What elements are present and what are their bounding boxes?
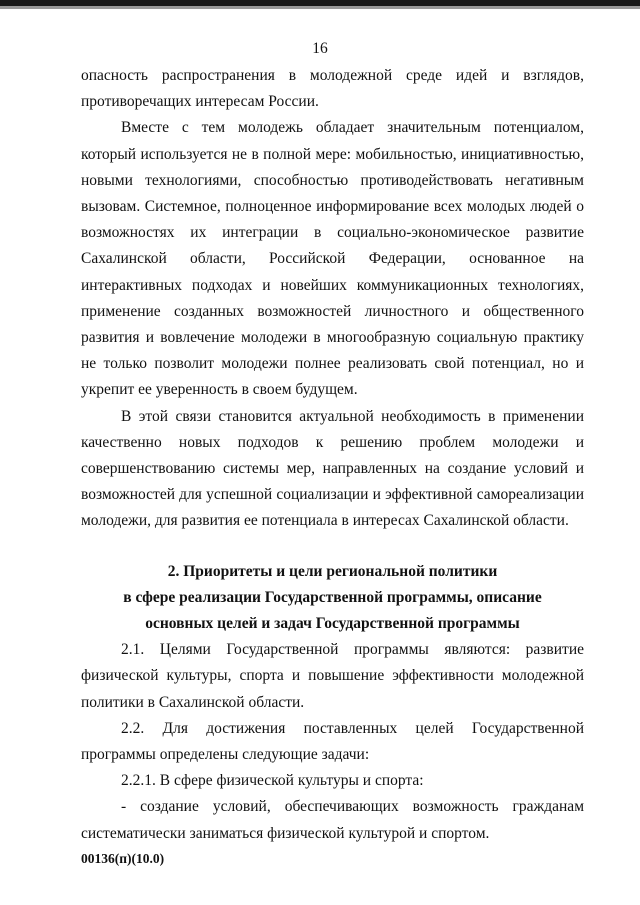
section-heading xyxy=(81,559,584,638)
paragraph-2-1: 2.1. Целями Государственной программы являются: развитие физической культуры, спорта и повышение эффективности молодежной политики в Сахалинской области. xyxy=(81,641,584,711)
section-heading-line-1: 2. Приоритеты и цели региональной политики xyxy=(167,562,498,580)
paragraph-new-approaches: В этой связи становится актуальной необходимость в применении качественно новых подходов к решению проблем молодежи и совершенствованию системы мер, направленных на создание условий и возможностей для успешной социализации и эффективной самореализации молодежи, для развития ее потенциала в интересах Сахалинской области. xyxy=(81,407,584,530)
paragraph-continuation: опасность распространения в молодежной среде идей и взглядов, противоречащих интересам России. xyxy=(81,67,584,111)
paragraph-2-2-1: 2.2.1. В сфере физической культуры и спорта: xyxy=(121,772,424,790)
page-number: 16 xyxy=(312,40,328,57)
section-heading-line-2: в сфере реализации Государственной программы, описание xyxy=(123,588,542,606)
document-body xyxy=(81,63,584,847)
section-heading-line-3: основных целей и задач Государственной программы xyxy=(145,615,520,633)
list-item-task: - создание условий, обеспечивающих возможность гражданам систематически заниматься физической культурой и спортом. xyxy=(81,798,584,842)
paragraph-youth-potential: Вместе с тем молодежь обладает значительным потенциалом, который используется не в полной мере: мобильностью, инициативностью, новыми технологиями, способностью противодействовать негативным вызовам. Системное, полноценное информирование всех молодых людей о возможностях их интеграции в социально-экономическое развитие Сахалинской области, Российской Федерации, основанное на интерактивных подходах и новейших коммуникационных технологиях, применение созданных возможностей личностного и общественного развития и вовлечение молодежи в многообразную социальную практику не только позволит молодежи полнее реализовать свой потенциал, но и укрепит ее уверенность в своем будущем. xyxy=(81,119,584,399)
document-code: 00136(п)(10.0) xyxy=(81,851,165,866)
paragraph-2-2: 2.2. Для достижения поставленных целей Государственной программы определены следующие задачи: xyxy=(81,719,584,764)
scan-top-edge-shadow xyxy=(0,6,640,9)
